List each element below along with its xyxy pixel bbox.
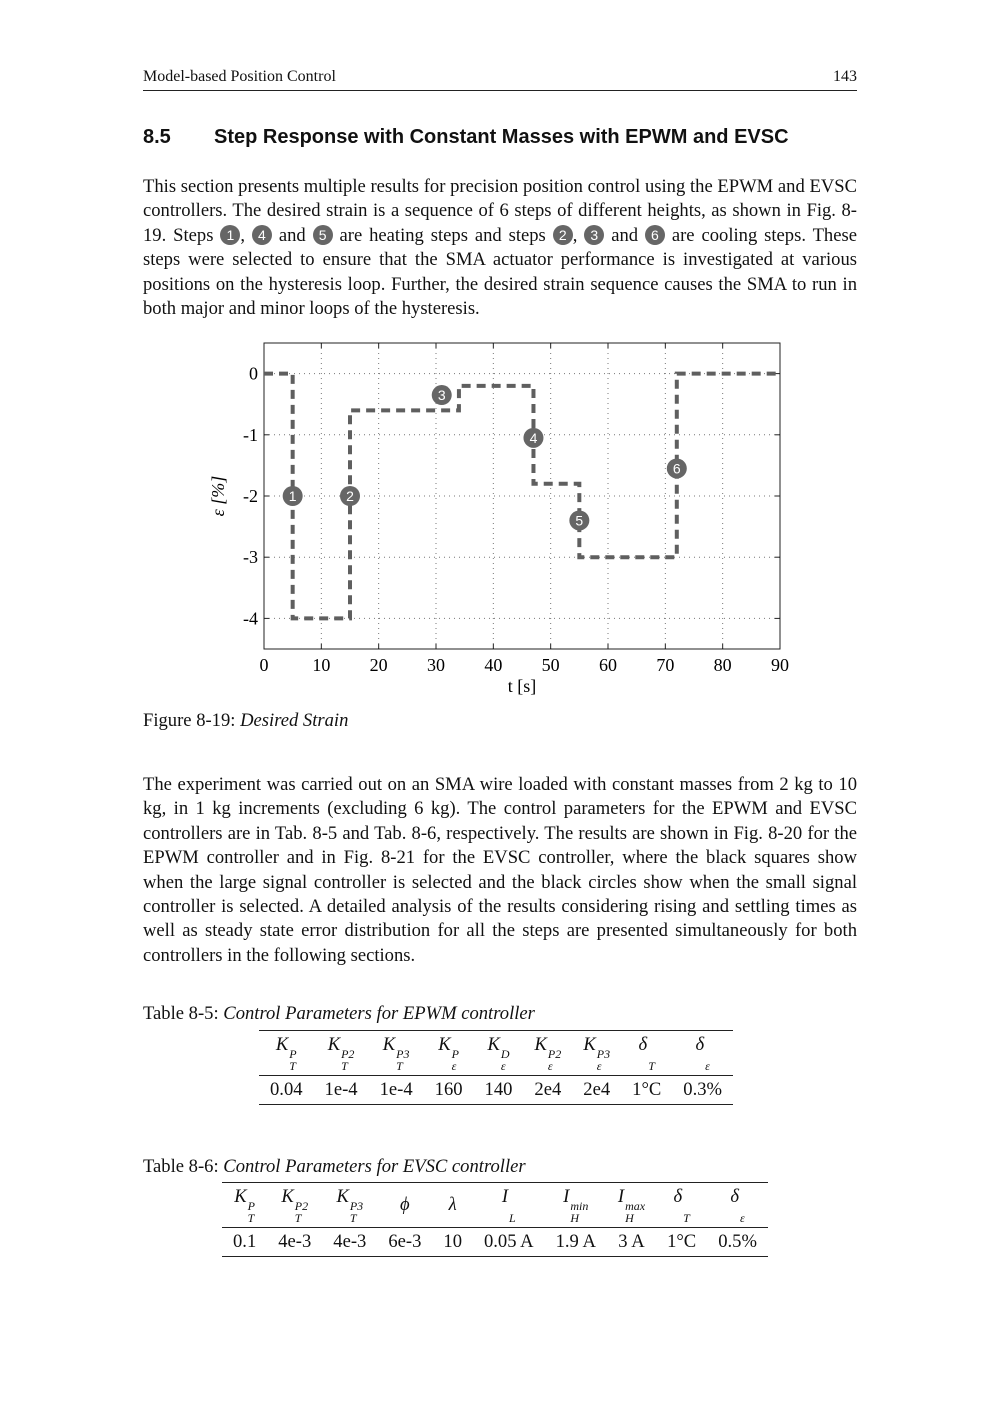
- table-header-row: [259, 1031, 733, 1076]
- x-tick-label: 20: [369, 655, 388, 675]
- step-marker: 4: [252, 225, 272, 245]
- parameter-symbol: δ T: [673, 1186, 690, 1225]
- page-number: 143: [833, 68, 857, 85]
- step-marker-3: [432, 385, 452, 405]
- evsc-parameter-table: [222, 1182, 768, 1257]
- section-number: 8.5: [143, 126, 171, 148]
- para-text: and: [604, 224, 645, 246]
- table-row: [222, 1228, 768, 1257]
- step-marker: 6: [645, 225, 665, 245]
- figure-caption-text: Desired Strain: [240, 710, 349, 731]
- parameter-symbol: K P2 ε: [534, 1034, 562, 1073]
- intro-paragraph: [143, 175, 857, 321]
- y-tick-label: -3: [243, 547, 258, 568]
- step-marker-6: [667, 458, 687, 478]
- table-header-cell: [621, 1031, 672, 1076]
- table-cell: 10: [443, 1231, 462, 1252]
- x-tick-label: 40: [484, 655, 503, 675]
- running-header: [143, 66, 857, 91]
- parameter-symbol: λ: [448, 1194, 457, 1215]
- parameter-symbol: I L: [501, 1186, 516, 1225]
- table-cell: 3 A: [618, 1231, 645, 1252]
- x-tick-label: 50: [541, 655, 560, 675]
- y-tick-label: -1: [243, 424, 258, 445]
- table-header-cell: [545, 1183, 607, 1228]
- table-8-6-caption: [143, 1156, 526, 1178]
- step-annotations: [283, 385, 687, 530]
- table-header-cell: [267, 1183, 322, 1228]
- epwm-parameter-table: [259, 1030, 733, 1105]
- table-header-cell: [259, 1031, 314, 1076]
- experiment-paragraph: The experiment was carried out on an SMA wire loaded with constant masses from 2 kg to 10 kg, in 1 kg increments (excluding 6 kg). The control parameters for the EPWM and EVSC controllers are in Tab. 8-5 and Tab. 8-6, respectively. The results are shown in Fig. 8-20 for the EPWM controller and in Fig. 8-21 for the EVSC controller, where the black squares show when the large signal controller is selected and the black circles show when the small signal controller is selected. A detailed analysis of the results considering rising and settling times as well as steady state error distribution for all the steps are presented simultaneously for both controllers in the following sections.: [143, 774, 857, 966]
- step-marker-label: 5: [575, 512, 584, 529]
- table-header-cell: [432, 1183, 473, 1228]
- x-axis-label: t [s]: [507, 676, 537, 696]
- table-header-cell: [523, 1031, 572, 1076]
- x-tick-label: 10: [312, 655, 331, 675]
- parameter-symbol: K P T: [234, 1186, 255, 1225]
- table-header-cell: [572, 1031, 621, 1076]
- table-caption-label: Table 8-5:: [143, 1003, 219, 1024]
- x-tick-label: 90: [771, 655, 789, 675]
- para-text: are heating steps and steps: [332, 224, 553, 246]
- parameter-symbol: K P ε: [438, 1034, 459, 1073]
- parameter-symbol: δ ε: [695, 1034, 710, 1073]
- x-tick-label: 70: [656, 655, 675, 675]
- y-axis-label: ε [%]: [208, 475, 228, 517]
- parameter-symbol: I max H: [617, 1186, 646, 1225]
- parameter-symbol: K P3 T: [336, 1186, 364, 1225]
- section-heading: [143, 126, 789, 149]
- table-caption-label: Table 8-6:: [143, 1156, 219, 1177]
- parameter-symbol: I min H: [563, 1186, 589, 1225]
- table-cell: 1e-4: [324, 1079, 358, 1100]
- parameter-symbol: K P2 T: [281, 1186, 309, 1225]
- parameter-symbol: K P3 T: [382, 1034, 410, 1073]
- para-text: ,: [240, 224, 252, 246]
- x-tick-label: 60: [599, 655, 617, 675]
- parameter-symbol: δ ε: [730, 1186, 745, 1225]
- table-header-cell: [314, 1031, 369, 1076]
- parameter-symbol: ϕ: [400, 1194, 410, 1215]
- table-header-cell: [707, 1183, 768, 1228]
- table-header-cell: [424, 1031, 474, 1076]
- table-cell: 0.04: [270, 1079, 303, 1100]
- table-cell: 2e4: [534, 1079, 562, 1100]
- table-cell: 1°C: [632, 1079, 662, 1100]
- table-header-cell: [474, 1031, 524, 1076]
- table-header-row: [222, 1183, 768, 1228]
- parameter-symbol: K P T: [275, 1034, 297, 1073]
- table-cell: 4e-3: [278, 1231, 312, 1252]
- table-caption-text: Control Parameters for EVSC controller: [223, 1156, 526, 1177]
- step-marker: 1: [220, 225, 240, 245]
- axis-ticks: [243, 343, 789, 675]
- running-title: Model-based Position Control: [143, 68, 336, 85]
- table-header-cell: [473, 1183, 545, 1228]
- table-cell: 2e4: [583, 1079, 611, 1100]
- figure-caption-label: Figure 8-19:: [143, 710, 236, 731]
- step-marker-label: 1: [288, 488, 297, 504]
- para-text: This section presents multiple results for precision position control using the EPWM and EVSC controllers. The desired strain is a sequence of 6 steps of different heights, as shown in Fig. 8-19. Steps: [143, 176, 857, 246]
- x-tick-label: 0: [259, 655, 269, 675]
- parameter-symbol: K P2 T: [327, 1034, 355, 1073]
- figure-caption: [143, 710, 348, 732]
- para-text: and: [271, 224, 313, 246]
- table-cell: 1e-4: [379, 1079, 413, 1100]
- table-header-cell: [656, 1183, 707, 1228]
- table-8-5-caption: [143, 1003, 535, 1025]
- table-header-cell: [222, 1183, 267, 1228]
- parameter-symbol: δ T: [638, 1034, 655, 1073]
- table-cell: 6e-3: [388, 1231, 422, 1252]
- table-header-cell: [607, 1183, 656, 1228]
- table-cell: 1.9 A: [555, 1231, 596, 1252]
- step-marker-label: 6: [672, 460, 681, 477]
- step-marker-label: 3: [437, 387, 446, 404]
- y-tick-label: -4: [243, 608, 258, 629]
- table-cell: 1°C: [667, 1231, 697, 1252]
- table-cell: 4e-3: [333, 1231, 367, 1252]
- table-cell: 0.5%: [718, 1231, 757, 1252]
- desired-strain-chart: [190, 330, 810, 705]
- table-cell: 0.1: [233, 1231, 257, 1252]
- x-tick-label: 30: [427, 655, 445, 675]
- table-cell: 0.05 A: [483, 1231, 534, 1252]
- step-marker: 5: [313, 225, 333, 245]
- table-caption-text: Control Parameters for EPWM controller: [223, 1003, 535, 1024]
- step-marker-4: [523, 428, 543, 448]
- step-marker-5: [569, 510, 589, 530]
- step-marker-label: 2: [346, 488, 354, 504]
- parameter-symbol: K D ε: [487, 1034, 510, 1073]
- parameter-symbol: K P3 ε: [583, 1034, 611, 1073]
- step-marker: 3: [584, 225, 604, 245]
- table-cell: 0.3%: [683, 1079, 723, 1100]
- section-title: Step Response with Constant Masses with EPWM and EVSC: [214, 126, 789, 148]
- step-marker: 2: [553, 225, 573, 245]
- y-tick-label: -2: [243, 486, 258, 506]
- y-tick-label: 0: [249, 363, 258, 384]
- table-header-cell: [369, 1031, 424, 1076]
- x-tick-label: 80: [713, 655, 732, 675]
- step-marker-1: [283, 486, 303, 506]
- para-text: ,: [572, 224, 585, 246]
- table-header-cell: [672, 1031, 733, 1076]
- table-cell: 140: [484, 1079, 513, 1100]
- step-marker-label: 4: [529, 429, 538, 446]
- step-marker-2: [340, 486, 360, 506]
- para-text: are cooling steps. These steps were selected to ensure that the SMA actuator performance is investigated at various positions on the hysteresis loop. Further, the desired strain sequence causes the SMA to run in both major and minor loops of the hysteresis.: [143, 224, 857, 320]
- table-header-cell: [377, 1183, 432, 1228]
- table-row: [259, 1076, 733, 1105]
- table-cell: 160: [434, 1079, 463, 1100]
- table-header-cell: [322, 1183, 377, 1228]
